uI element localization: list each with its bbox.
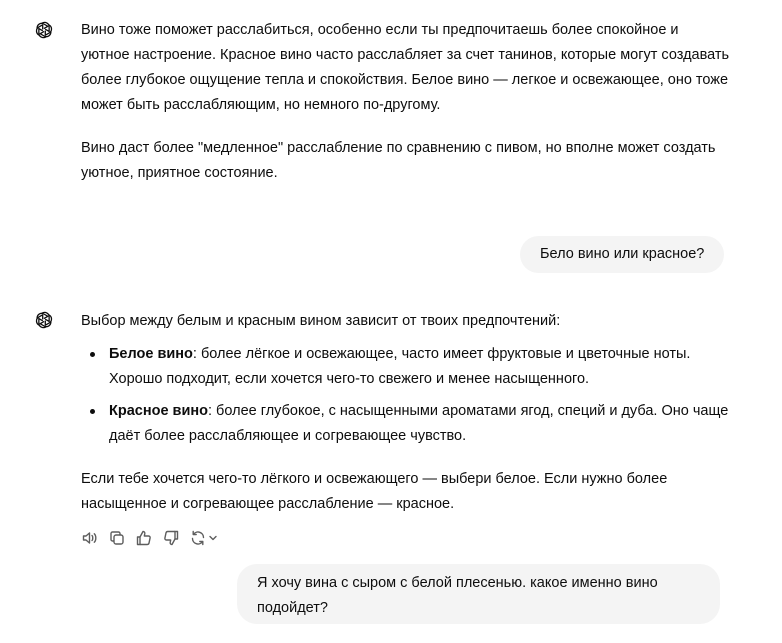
assistant-list bbox=[81, 342, 731, 449]
thumbs-down-icon[interactable] bbox=[162, 529, 180, 547]
regenerate-icon[interactable] bbox=[189, 529, 207, 547]
list-item-term: Белое вино bbox=[109, 346, 193, 362]
list-item-text: : более лёгкое и освежающее, часто имеет фруктовые и цветочные ноты. Хорошо подходит, если хочется чего-то свежего и менее насыщенного. bbox=[109, 346, 691, 387]
user-message-bubble bbox=[520, 236, 724, 273]
user-message-text: Бело вино или красное? bbox=[540, 246, 705, 262]
message-action-bar bbox=[81, 528, 227, 548]
assistant-paragraph: Вино тоже поможет расслабиться, особенно если ты предпочитаешь более спокойное и уютное настроение. Красное вино часто расслабляет за счет танинов, которые могут создавать более глубокое ощущение тепла и спокойствия. Белое вино — легкое и освежающее, оно тоже может быть расслабляющим, но немного по-другому. bbox=[81, 22, 730, 113]
assistant-avatar-icon bbox=[33, 309, 55, 331]
assistant-message bbox=[81, 309, 731, 517]
assistant-avatar-icon bbox=[33, 19, 55, 41]
assistant-paragraph: Вино даст более "медленное" расслабление по сравнению с пивом, но вполне может создать уютное, приятное состояние. bbox=[81, 140, 716, 181]
list-item bbox=[109, 342, 731, 392]
assistant-message bbox=[81, 18, 731, 186]
user-message-bubble bbox=[237, 564, 720, 624]
thumbs-up-icon[interactable] bbox=[135, 529, 153, 547]
copy-icon[interactable] bbox=[108, 529, 126, 547]
list-item-text: : более глубокое, с насыщенными ароматами ягод, специй и дуба. Оно чаще даёт более расслабляющее и согревающее чувство. bbox=[109, 403, 729, 444]
list-item-term: Красное вино bbox=[109, 403, 208, 419]
list-item bbox=[109, 399, 731, 449]
chevron-down-icon[interactable] bbox=[208, 529, 218, 547]
user-message-text: Я хочу вина с сыром с белой плесенью. какое именно вино подойдет? bbox=[257, 575, 658, 616]
assistant-outro: Если тебе хочется чего-то лёгкого и освежающего — выбери белое. Если нужно более насыщенное и согревающее расслабление — красное. bbox=[81, 471, 668, 512]
speaker-icon[interactable] bbox=[81, 529, 99, 547]
assistant-intro: Выбор между белым и красным вином зависит от твоих предпочтений: bbox=[81, 313, 561, 329]
